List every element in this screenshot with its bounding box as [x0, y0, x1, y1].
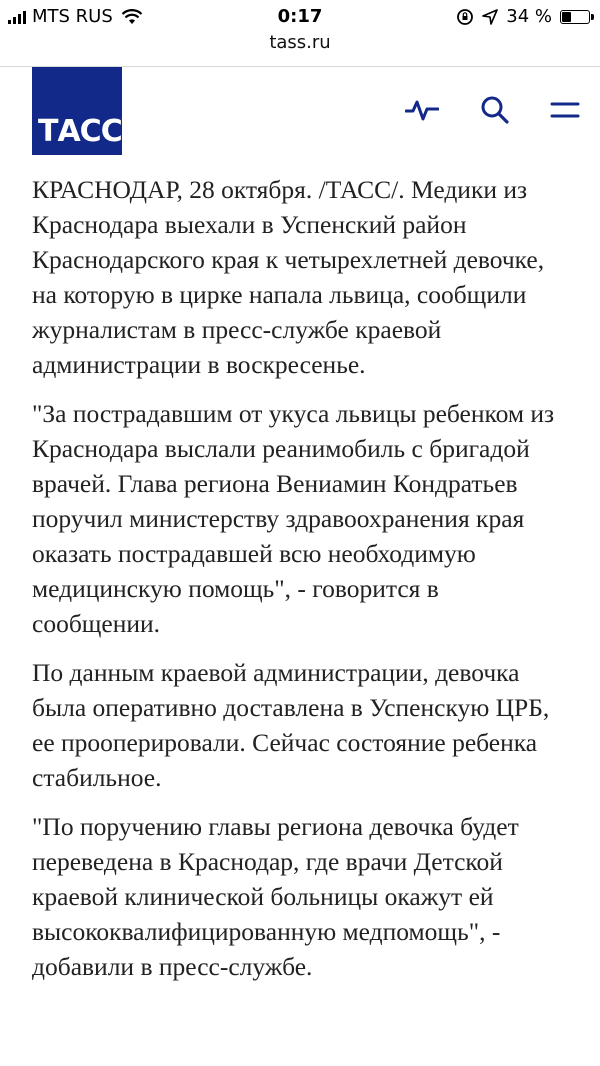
- article-paragraph: По данным краевой администрации, девочка была оперативно доставлена в Успенскую ЦРБ, ее прооперировали. Сейчас состояние ребенка стабильное.: [32, 658, 550, 792]
- article-paragraph: "По поручению главы региона девочка будет переведена в Краснодар, где врачи Детской краевой клинической больницы окажут ей высококвалифицированную медпомощь", - добавили в пресс-службе.: [32, 812, 519, 981]
- site-header: [0, 66, 600, 155]
- status-time: 0:17: [277, 6, 323, 27]
- article-paragraph: КРАСНОДАР, 28 октября. /ТАСС/. Медики из Краснодара выехали в Успенский район Краснодарского края к четырехлетней девочке, на которую в цирке напала львица, сообщили журналистам в пресс-службе краевой администрации в воскресенье.: [32, 175, 545, 379]
- article-body: [32, 172, 572, 998]
- orientation-lock-icon: [456, 8, 474, 26]
- tass-logo[interactable]: [32, 67, 122, 155]
- location-arrow-icon: [482, 9, 498, 25]
- article-paragraph: "За пострадавшим от укуса львицы ребенком из Краснодара выслали реанимобиль с бригадой врачей. Глава региона Вениамин Кондратьев поручил министерству здравоохранения края оказать пострадавшей всю необходимую медицинскую помощь", - говорится в сообщении.: [32, 399, 555, 638]
- address-bar-url[interactable]: tass.ru: [269, 32, 331, 53]
- logo-text: ТАСС: [38, 114, 122, 149]
- carrier-name: MTS RUS: [32, 6, 113, 27]
- status-bar: [0, 0, 600, 34]
- battery-percent: 34 %: [506, 6, 552, 27]
- search-icon[interactable]: [478, 93, 512, 127]
- pulse-icon[interactable]: [405, 93, 439, 127]
- battery-fill: [562, 12, 571, 22]
- status-right: [456, 6, 590, 27]
- menu-icon[interactable]: [548, 93, 582, 127]
- battery-icon: [560, 10, 590, 24]
